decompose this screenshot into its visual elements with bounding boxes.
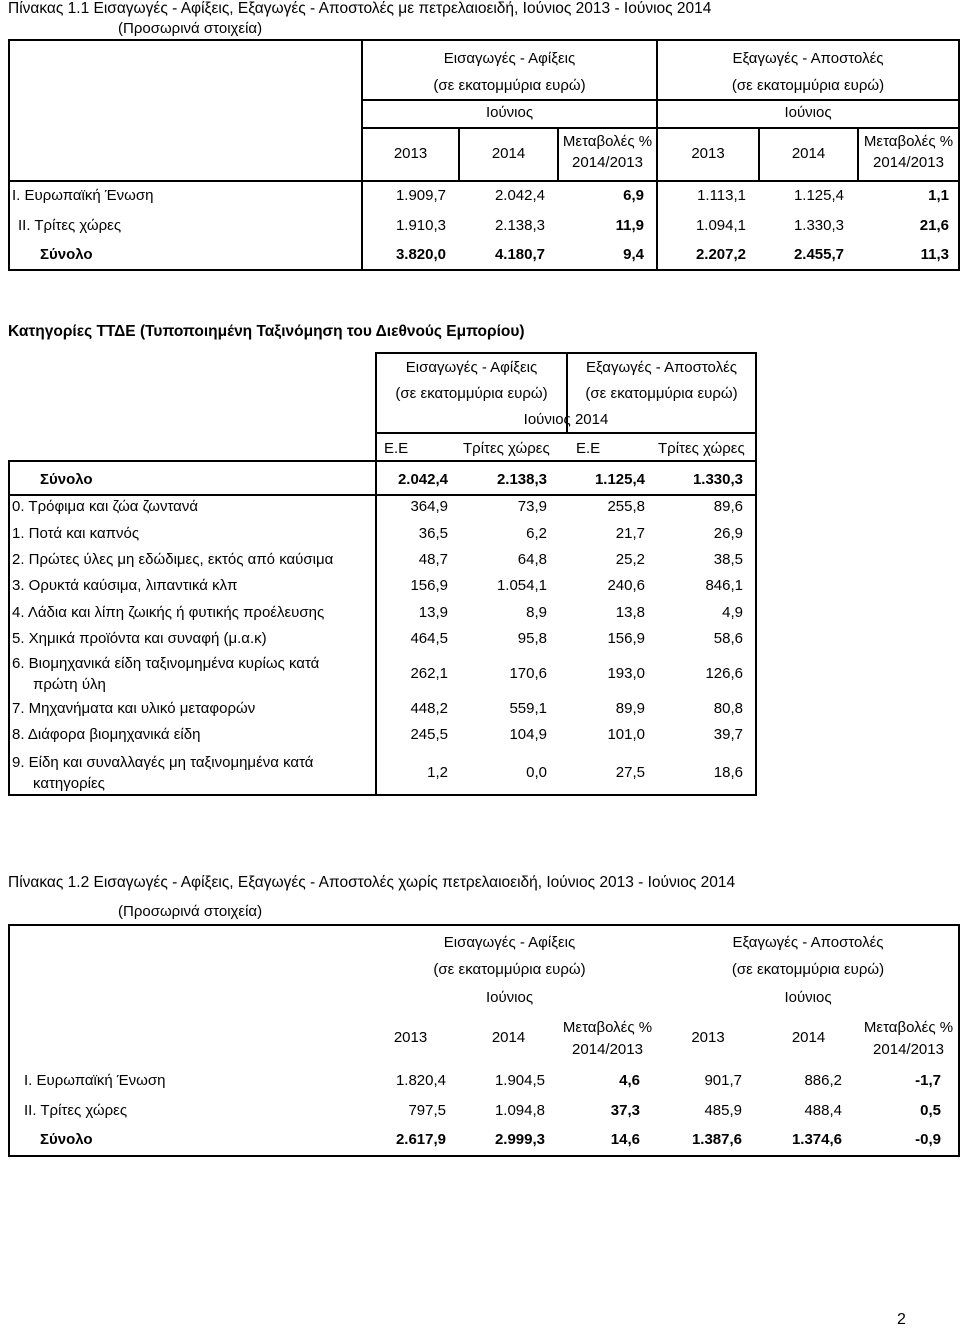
table2-change-label-imports: Μεταβολές % xyxy=(562,1019,653,1036)
table2-imports-unit: (σε εκατομμύρια ευρώ) xyxy=(433,961,586,978)
table1-exports-header: Εξαγωγές - Αποστολές xyxy=(732,50,884,67)
table2-col-2013-imports: 2013 xyxy=(393,1029,428,1046)
table2-title: Πίνακας 1.2 Εισαγωγές - Αφίξεις, Εξαγωγές - Αποστολές χωρίς πετρελαιοειδή, Ιούνιος 2013 - Ιούνιος 2014 xyxy=(8,874,736,891)
table1-subtitle: (Προσωρινά στοιχεία) xyxy=(118,20,263,37)
table1-title: Πίνακας 1.1 Εισαγωγές - Αφίξεις, Εξαγωγές - Αποστολές με πετρελαιοειδή, Ιούνιος 2013 - Ιούνιος 2014 xyxy=(8,0,712,17)
sitc-period: Ιούνιος 2014 xyxy=(523,411,609,428)
table2-exports-month: Ιούνιος xyxy=(784,989,832,1006)
table1-col-2013-imports: 2013 xyxy=(393,145,428,162)
table1-col-2014-exports: 2014 xyxy=(791,145,826,162)
sitc-exports-unit: (σε εκατομμύρια ευρώ) xyxy=(585,385,738,402)
table2-col-2013-exports: 2013 xyxy=(691,1029,725,1046)
sitc-imports-unit: (σε εκατομμύρια ευρώ) xyxy=(395,385,548,402)
sitc-col-eu-imports: Ε.Ε xyxy=(384,440,409,457)
table2-col-2014-imports: 2014 xyxy=(491,1029,526,1046)
page-number: 2 xyxy=(897,1311,906,1328)
table2-imports-month: Ιούνιος xyxy=(485,989,534,1006)
table1-exports-unit: (σε εκατομμύρια ευρώ) xyxy=(731,77,885,94)
table1-change-period-exports: 2014/2013 xyxy=(873,154,944,171)
sitc-col-third-imports: Τρίτες χώρες xyxy=(463,440,550,457)
table2-change-label-exports: Μεταβολές % xyxy=(863,1019,954,1036)
sitc-col-eu-exports: Ε.Ε xyxy=(576,440,601,457)
sitc-title: Κατηγορίες ΤΤΔΕ (Τυποποιημένη Ταξινόμηση του Διεθνούς Εμπορίου) xyxy=(8,323,525,340)
sitc-col-third-exports: Τρίτες χώρες xyxy=(658,440,745,457)
table1-imports-header: Εισαγωγές - Αφίξεις xyxy=(443,50,576,67)
table2-col-2014-exports: 2014 xyxy=(791,1029,826,1046)
table1-imports-month: Ιούνιος xyxy=(485,104,534,121)
table1-change-period-imports: 2014/2013 xyxy=(572,154,643,171)
table1-change-label-imports: Μεταβολές % xyxy=(562,133,653,150)
table1-imports-unit: (σε εκατομμύρια ευρώ) xyxy=(433,77,586,94)
table1-col-2014-imports: 2014 xyxy=(491,145,526,162)
table1-exports-month: Ιούνιος xyxy=(784,104,832,121)
table2-exports-header: Εξαγωγές - Αποστολές xyxy=(732,934,884,951)
table2-imports-header: Εισαγωγές - Αφίξεις xyxy=(443,934,576,951)
sitc-imports-header: Εισαγωγές - Αφίξεις xyxy=(405,359,538,376)
table1-change-label-exports: Μεταβολές % xyxy=(863,133,954,150)
table2-change-period-exports: 2014/2013 xyxy=(873,1041,944,1058)
table2-change-period-imports: 2014/2013 xyxy=(572,1041,643,1058)
table2-exports-unit: (σε εκατομμύρια ευρώ) xyxy=(731,961,885,978)
sitc-exports-header: Εξαγωγές - Αποστολές xyxy=(585,359,738,376)
table2-subtitle: (Προσωρινά στοιχεία) xyxy=(118,903,263,920)
table1-col-2013-exports: 2013 xyxy=(691,145,725,162)
